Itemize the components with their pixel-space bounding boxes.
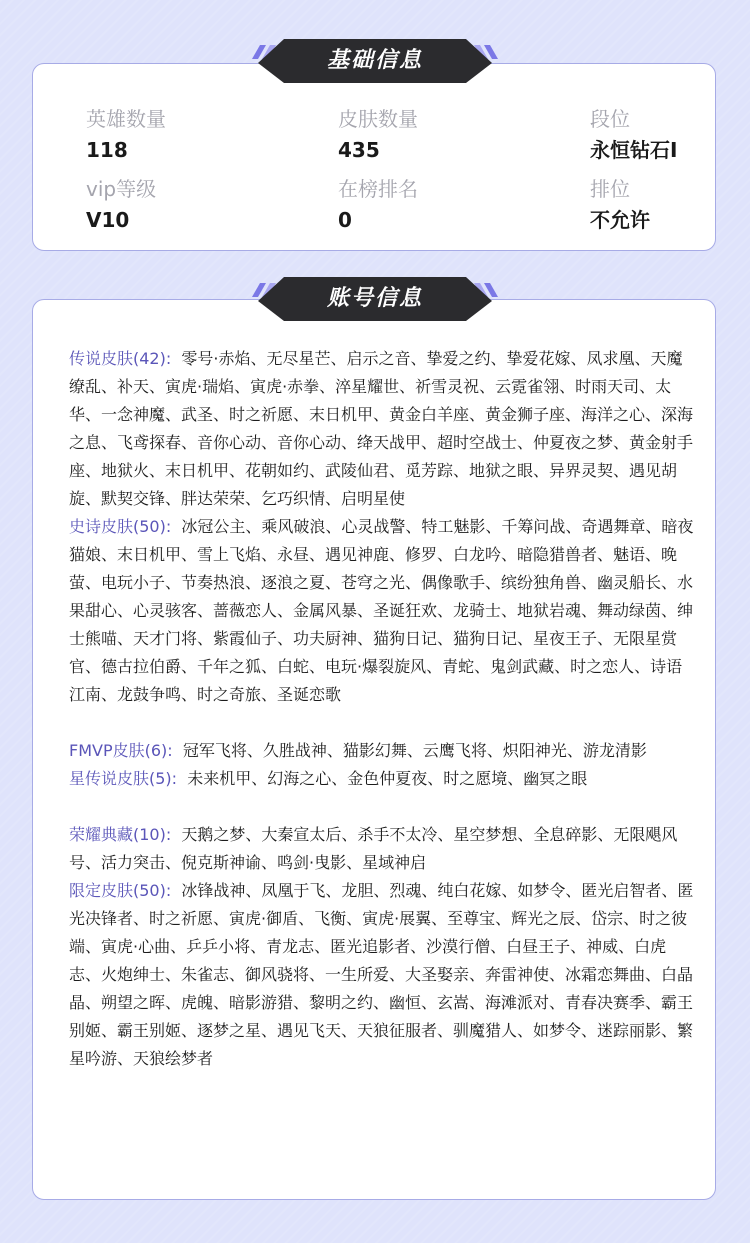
basic-info-card	[32, 63, 716, 251]
account-info-title: 账号信息	[326, 286, 423, 311]
ranking-stat	[590, 176, 650, 233]
glory-skins-label: 荣耀典藏(10):	[69, 825, 172, 844]
limited-skins-label: 限定皮肤(50):	[69, 881, 172, 900]
legend-skins	[69, 345, 697, 513]
hero-count-label: 英雄数量	[86, 107, 166, 131]
account-info-banner	[250, 275, 500, 323]
board-rank-label: 在榜排名	[338, 177, 418, 201]
rank-label: 段位	[590, 107, 630, 131]
legend-skins-items: 零号·赤焰、无尽星芒、启示之音、挚爱之约、挚爱花嫁、凤求凰、天魔缭乱、补天、寅虎·瑞焰、寅虎·赤拳、淬星耀世、祈雪灵祝、云霓雀翎、时雨天司、太华、一念神魔、武圣、时之祈愿、末日机甲、黄金白羊座、黄金狮子座、海洋之心、深海之息、飞鸢探春、音你心动、音你心动、绛天战甲、超时空战士、仲夏夜之梦、黄金射手座、地狱火、末日机甲、花朝如约、武陵仙君、觅芳踪、地狱之眼、异界灵契、遇见胡旋、默契交锋、胖达荣荣、乞巧织情、启明星使	[69, 349, 694, 508]
ranking-label: 排位	[590, 177, 630, 201]
rank-value: 永恒钻石I	[590, 138, 678, 162]
limited-skins	[69, 877, 697, 1073]
glory-skins	[69, 821, 697, 877]
hero-count-stat	[86, 106, 166, 163]
account-info-card	[32, 299, 716, 1200]
vip-label: vip等级	[86, 177, 157, 201]
star-legend-skins	[69, 765, 697, 793]
skin-count-label: 皮肤数量	[338, 107, 418, 131]
fmvp-skins-items: 冠军飞将、久胜战神、猫影幻舞、云鹰飞将、炽阳神光、游龙清影	[182, 741, 647, 760]
star-legend-skins-items: 未来机甲、幻海之心、金色仲夏夜、时之愿境、幽冥之眼	[187, 769, 588, 788]
board-rank-stat	[338, 176, 418, 233]
skin-count-stat	[338, 106, 418, 163]
spacer	[69, 709, 697, 737]
skin-list	[69, 345, 697, 1073]
skin-count-value: 435	[338, 138, 380, 162]
vip-stat	[86, 176, 156, 233]
hero-count-value: 118	[86, 138, 128, 162]
rank-stat	[590, 106, 677, 163]
basic-info-banner	[250, 37, 500, 85]
star-legend-skins-label: 星传说皮肤(5):	[69, 769, 178, 788]
epic-skins-label: 史诗皮肤(50):	[69, 517, 172, 536]
fmvp-skins-label: FMVP皮肤(6):	[69, 741, 173, 760]
fmvp-skins	[69, 737, 697, 765]
limited-skins-items: 冰锋战神、凤凰于飞、龙胆、烈魂、纯白花嫁、如梦令、匿光启智者、匿光决锋者、时之祈愿、寅虎·御盾、飞衡、寅虎·展翼、至尊宝、辉光之辰、岱宗、时之彼端、寅虎·心曲、乒乒小将、青龙志、匿光追影者、沙漠行僧、白昼王子、神威、白虎志、火炮绅士、朱雀志、御风骁将、一生所爱、大圣娶亲、奔雷神使、冰霜恋舞曲、白晶晶、朔望之晖、虎魄、暗影游猎、黎明之约、幽恒、玄嵩、海滩派对、青春决赛季、霸王别姬、霸王别姬、逐梦之星、遇见飞天、天狼征服者、驯魔猎人、如梦令、迷踪丽影、繁星吟游、天狼绘梦者	[69, 881, 694, 1068]
glory-skins-items: 天鹅之梦、大秦宣太后、杀手不太冷、星空梦想、全息碎影、无限飓风号、活力突击、倪克斯神谕、鸣剑·曳影、星域神启	[69, 825, 678, 872]
ranking-value: 不允许	[590, 208, 650, 232]
legend-skins-label: 传说皮肤(42):	[69, 349, 172, 368]
board-rank-value: 0	[338, 208, 352, 232]
spacer	[69, 793, 697, 821]
vip-value: V10	[86, 208, 130, 232]
epic-skins	[69, 513, 697, 709]
basic-info-title: 基础信息	[326, 48, 423, 73]
epic-skins-items: 冰冠公主、乘风破浪、心灵战警、特工魅影、千筹问战、奇遇舞章、暗夜猫娘、末日机甲、雪上飞焰、永昼、遇见神鹿、修罗、白龙吟、暗隐猎兽者、魅语、晚萤、电玩小子、节奏热浪、逐浪之夏、苍穹之光、偶像歌手、缤纷独角兽、幽灵船长、水果甜心、心灵骇客、蔷薇恋人、金属风暴、圣诞狂欢、龙骑士、地狱岩魂、舞动绿茵、绅士熊喵、天才门将、紫霞仙子、功夫厨神、猫狗日记、猫狗日记、星夜王子、无限星赏官、德古拉伯爵、千年之狐、白蛇、电玩·爆裂旋风、青蛇、鬼剑武藏、时之恋人、诗语江南、龙鼓争鸣、时之奇旅、圣诞恋歌	[69, 517, 694, 704]
